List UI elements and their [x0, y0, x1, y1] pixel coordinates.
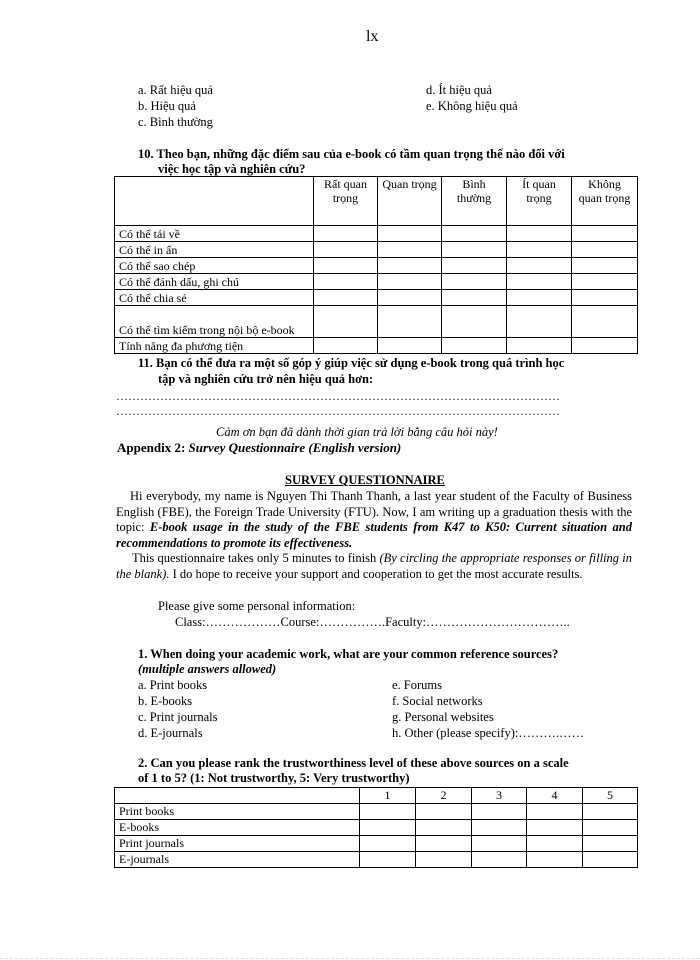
appendix-heading — [117, 440, 401, 456]
q10-header-cell: Bình thường — [442, 177, 507, 226]
q10-answer-cell[interactable] — [378, 258, 442, 274]
intro-paragraph — [116, 489, 632, 551]
q9-option-c: c. Bình thường — [138, 115, 213, 129]
q10-answer-cell[interactable] — [507, 242, 572, 258]
q1-option[interactable]: h. Other (please specify):……….…… — [392, 726, 584, 740]
q10-answer-cell[interactable] — [507, 274, 572, 290]
q9-option-b: b. Hiệu quả — [138, 99, 196, 113]
q10-header-cell: Rất quan trọng — [314, 177, 378, 226]
q10-answer-cell[interactable] — [507, 306, 572, 338]
q11-question-line2: tập và nghiên cứu trở nên hiệu quả hơn: — [158, 372, 374, 386]
q10-row-label: Có thể tải về — [115, 226, 314, 242]
q2-header-corner — [115, 788, 360, 804]
q1-options-right — [392, 678, 584, 742]
q2-row-label: E-journals — [115, 852, 360, 868]
q10-table-row — [115, 338, 638, 354]
q10-answer-cell[interactable] — [572, 274, 638, 290]
q10-table-row — [115, 226, 638, 242]
instructions-italic: (By circling the appropriate responses or filling in the blank). — [116, 551, 632, 581]
q10-answer-cell[interactable] — [572, 226, 638, 242]
page-bottom-edge — [0, 958, 700, 959]
q10-table-row — [115, 290, 638, 306]
q10-answer-cell[interactable] — [314, 226, 378, 242]
q10-answer-cell[interactable] — [572, 338, 638, 354]
q1-option[interactable]: b. E-books — [138, 694, 193, 708]
q1-question-line1: 1. When doing your academic work, what are your common reference sources? — [138, 647, 559, 661]
q2-table-row — [115, 852, 638, 868]
q1-option[interactable]: e. Forums — [392, 678, 442, 692]
appendix-title: Survey Questionnaire (English version) — [188, 440, 402, 455]
q2-ranking-table — [114, 787, 638, 868]
q10-answer-cell[interactable] — [378, 290, 442, 306]
q10-header-cell: Ít quan trọng — [507, 177, 572, 226]
q2-rank-cell[interactable] — [583, 804, 638, 820]
q10-answer-cell[interactable] — [507, 290, 572, 306]
q2-rank-cell[interactable] — [527, 852, 583, 868]
q2-rank-cell[interactable] — [416, 852, 472, 868]
q10-question-line2: việc học tập và nghiên cứu? — [158, 162, 306, 176]
q10-answer-cell[interactable] — [314, 306, 378, 338]
survey-title: SURVEY QUESTIONNAIRE — [285, 473, 445, 487]
q2-table-row — [115, 804, 638, 820]
q10-answer-cell[interactable] — [314, 290, 378, 306]
q9-option-e: e. Không hiệu quả — [426, 99, 518, 113]
q2-rank-cell[interactable] — [527, 820, 583, 836]
q10-answer-cell[interactable] — [378, 306, 442, 338]
q10-table-row — [115, 306, 638, 338]
q2-rank-cell[interactable] — [583, 852, 638, 868]
q10-answer-cell[interactable] — [442, 258, 507, 274]
q10-row-label: Có thể chia sẻ — [115, 290, 314, 306]
instructions-paragraph — [116, 551, 632, 582]
q2-rank-cell[interactable] — [416, 836, 472, 852]
q2-rank-cell[interactable] — [360, 836, 416, 852]
q10-answer-cell[interactable] — [572, 306, 638, 338]
q2-rank-cell[interactable] — [583, 836, 638, 852]
intro-text: Hi everybody, my name is Nguyen Thi Thanh Thanh, a last year student of the Faculty of Business English (FBE), the Foreign Trade University (FTU). Now, I am writing up a graduation thesis with the topic: — [116, 489, 632, 534]
q10-answer-cell[interactable] — [314, 242, 378, 258]
q1-option[interactable]: a. Print books — [138, 678, 208, 692]
q10-header-row — [115, 177, 638, 226]
q10-row-label: Tính năng đa phương tiện — [115, 338, 314, 354]
q10-answer-cell[interactable] — [314, 258, 378, 274]
instructions-text: This questionnaire takes only 5 minutes to finish — [132, 551, 380, 565]
q10-row-label: Có thể sao chép — [115, 258, 314, 274]
q9-option-d: d. Ít hiệu quả — [426, 83, 492, 97]
q10-answer-cell[interactable] — [314, 274, 378, 290]
q1-option[interactable]: d. E-journals — [138, 726, 203, 740]
q11-question-line1: 11. Bạn có thể đưa ra một số góp ý giúp việc sử dụng e-book trong quá trình học — [138, 356, 565, 370]
q10-answer-cell[interactable] — [378, 274, 442, 290]
q1-question-line2: (multiple answers allowed) — [138, 662, 277, 676]
q10-row-label: Có thể tìm kiếm trong nội bộ e-book — [115, 306, 314, 338]
q1-options-left — [138, 678, 218, 742]
q10-row-label: Có thể in ấn — [115, 242, 314, 258]
q10-answer-cell[interactable] — [572, 290, 638, 306]
q2-rank-cell[interactable] — [472, 852, 527, 868]
q1-option[interactable]: f. Social networks — [392, 694, 483, 708]
q2-table-row — [115, 820, 638, 836]
q10-answer-cell[interactable] — [507, 258, 572, 274]
q10-answer-cell[interactable] — [378, 338, 442, 354]
page-number: lx — [366, 28, 379, 45]
q10-question-line1: 10. Theo bạn, những đặc điểm sau của e-book có tầm quan trọng thế nào đối với — [138, 147, 565, 161]
q10-header-corner — [115, 177, 314, 226]
q2-question-line2: of 1 to 5? (1: Not trustworthy, 5: Very trustworthy) — [138, 771, 410, 785]
q10-answer-cell[interactable] — [442, 290, 507, 306]
q2-rank-cell[interactable] — [527, 836, 583, 852]
q10-answer-cell[interactable] — [314, 338, 378, 354]
q1-option[interactable]: c. Print journals — [138, 710, 218, 724]
q2-rank-cell[interactable] — [416, 804, 472, 820]
q10-table-row — [115, 258, 638, 274]
q2-table-row — [115, 836, 638, 852]
q2-header-cell: 4 — [527, 788, 583, 804]
q10-answer-cell[interactable] — [442, 242, 507, 258]
q9-option-a: a. Rất hiệu quả — [138, 83, 213, 97]
q2-rank-cell[interactable] — [583, 820, 638, 836]
q10-answer-cell[interactable] — [442, 306, 507, 338]
instructions-rest: I do hope to receive your support and cooperation to get the most accurate results. — [169, 566, 583, 581]
q2-rank-cell[interactable] — [360, 852, 416, 868]
q2-header-cell: 3 — [472, 788, 527, 804]
q2-header-cell: 1 — [360, 788, 416, 804]
q10-answer-cell[interactable] — [572, 242, 638, 258]
q2-rank-cell[interactable] — [472, 804, 527, 820]
q2-header-cell: 2 — [416, 788, 472, 804]
q2-row-label: E-books — [115, 820, 360, 836]
q10-answer-cell[interactable] — [572, 258, 638, 274]
q2-header-cell: 5 — [583, 788, 638, 804]
q10-table-row — [115, 242, 638, 258]
q10-table-row — [115, 274, 638, 290]
q11-answer-line-1[interactable]: ………………………………………………………………………………………………… — [116, 389, 560, 403]
q2-rank-cell[interactable] — [360, 804, 416, 820]
q10-answer-cell[interactable] — [507, 226, 572, 242]
thank-you-note: Cảm ơn bạn đã dành thời gian trả lời bằng câu hỏi này! — [216, 425, 498, 439]
q2-rank-cell[interactable] — [472, 820, 527, 836]
q10-answer-cell[interactable] — [507, 338, 572, 354]
q2-rank-cell[interactable] — [527, 804, 583, 820]
q10-answer-cell[interactable] — [442, 274, 507, 290]
thesis-topic: E-book usage in the study of the FBE students from K47 to K50: Current situation and recommendations to promote its effectiveness. — [116, 520, 632, 550]
q10-answer-cell[interactable] — [442, 226, 507, 242]
personal-info-fields[interactable]: Class:………………Course:…………….Faculty:…………………………….. — [175, 615, 570, 629]
q10-answer-cell[interactable] — [378, 242, 442, 258]
q1-option[interactable]: g. Personal websites — [392, 710, 494, 724]
q10-answer-cell[interactable] — [378, 226, 442, 242]
q2-rank-cell[interactable] — [360, 820, 416, 836]
q10-row-label: Có thể đánh dấu, ghi chú — [115, 274, 314, 290]
q2-rank-cell[interactable] — [472, 836, 527, 852]
q10-header-cell: Không quan trọng — [572, 177, 638, 226]
q2-header-row — [115, 788, 638, 804]
personal-info-prompt: Please give some personal information: — [158, 599, 356, 613]
q2-rank-cell[interactable] — [416, 820, 472, 836]
q2-question-line1: 2. Can you please rank the trustworthiness level of these above sources on a scale — [138, 756, 569, 770]
appendix-label: Appendix 2: — [117, 440, 189, 455]
q10-header-cell: Quan trọng — [378, 177, 442, 226]
q11-answer-line-2[interactable]: ………………………………………………………………………………………………… — [116, 404, 560, 418]
q10-importance-table — [114, 176, 638, 354]
q2-row-label: Print books — [115, 804, 360, 820]
q10-answer-cell[interactable] — [442, 338, 507, 354]
q2-row-label: Print journals — [115, 836, 360, 852]
